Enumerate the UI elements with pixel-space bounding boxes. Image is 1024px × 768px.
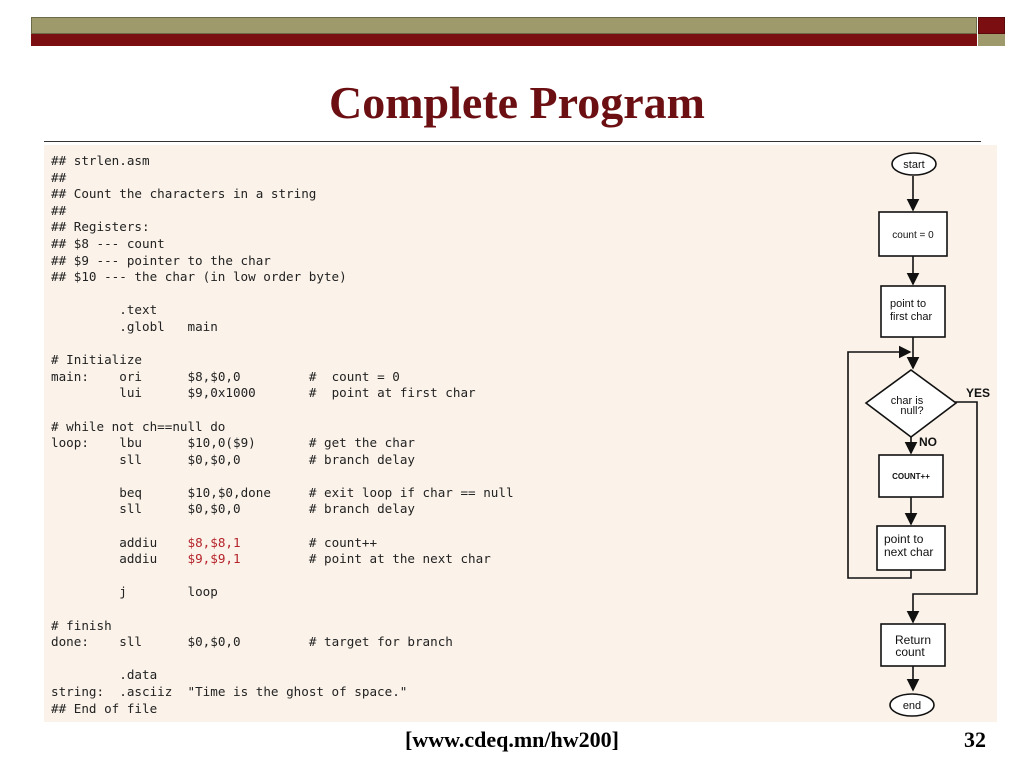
code-col-4: # point at first char (308, 385, 476, 401)
code-col-2: .text (119, 302, 158, 318)
code-col-3: $8,$8,1 (187, 534, 309, 550)
code-col-4: # exit loop if char == null (308, 484, 514, 500)
code-col-1: # while not ch==null do (51, 418, 226, 434)
code-col-3: main (187, 318, 218, 334)
return-label-2: count (895, 645, 925, 659)
end-label: end (902, 700, 922, 712)
point-first-label-2: first char (890, 311, 933, 323)
code-col-3: loop (187, 584, 218, 600)
code-col-4: # get the char (308, 435, 415, 451)
code-col-1: ## $10 --- the char (in low order byte) (51, 269, 347, 285)
code-col-1: ## strlen.asm (51, 153, 150, 168)
code-col-1: ## Registers: (51, 219, 150, 235)
point-first-label-1: point to (890, 298, 927, 310)
code-col-3: "Time is the ghost of space." (187, 684, 408, 699)
code-col-1: ## $8 --- count (51, 235, 165, 251)
code-col-4: # branch delay (308, 501, 415, 517)
code-col-2: beq (119, 484, 188, 500)
code-col-1: done: (51, 634, 120, 650)
code-col-3: $0,$0,0 (187, 501, 309, 517)
code-col-2: lui (119, 385, 188, 401)
code-col-1: main: (51, 368, 120, 384)
code-col-2: sll (119, 501, 188, 517)
return-label-1: Return (894, 633, 932, 647)
code-col-3: $10,0($9) (187, 435, 309, 451)
no-label: NO (919, 435, 937, 449)
code-col-3: $9,$9,1 (187, 551, 309, 567)
code-col-3: $9,0x1000 (187, 385, 309, 401)
point-next-label-1: point to (884, 532, 924, 546)
count-init-label: count = 0 (892, 230, 934, 241)
decision-label-1: char is (890, 395, 924, 407)
code-col-4: # count = 0 (308, 368, 400, 384)
slide-title: Complete Program (329, 77, 705, 128)
code-col-1: string: (51, 684, 120, 699)
code-col-2: .data (119, 667, 158, 683)
code-col-2: .asciiz (119, 684, 188, 699)
start-label: start (903, 159, 925, 171)
code-col-1: ## (51, 169, 67, 185)
point-next-label-2: next char (884, 545, 934, 559)
code-col-4: # branch delay (308, 451, 415, 467)
page-number: 32 (964, 727, 986, 752)
code-col-3: $0,$0,0 (187, 634, 309, 650)
code-col-2: ori (119, 368, 188, 384)
code-col-2: j (119, 584, 188, 600)
code-col-2: addiu (119, 534, 188, 550)
code-col-2: sll (119, 451, 188, 467)
code-col-1: ## $9 --- pointer to the char (51, 252, 271, 268)
code-col-1: # finish (51, 617, 112, 633)
footer-url: [www.cdeq.mn/hw200] (405, 727, 619, 752)
decision-label-2: null? (900, 405, 924, 417)
code-col-1: ## End of file (51, 700, 158, 716)
code-col-3: $8,$0,0 (187, 368, 309, 384)
code-col-2: addiu (119, 551, 188, 567)
code-col-2: lbu (119, 435, 188, 451)
code-col-3: $10,$0,done (187, 484, 309, 500)
code-col-4: # point at the next char (308, 551, 491, 567)
increment-label: COUNT++ (892, 472, 930, 481)
code-col-1: # Initialize (51, 352, 142, 368)
code-col-4: # target for branch (308, 634, 453, 650)
code-col-1: ## Count the characters in a string (51, 186, 317, 202)
code-col-2: .globl (119, 318, 188, 334)
yes-label: YES (966, 386, 991, 400)
code-col-1: loop: (51, 435, 120, 451)
code-col-4: # count++ (308, 534, 378, 550)
code-col-2: sll (119, 634, 188, 650)
code-col-1: ## (51, 202, 67, 218)
code-col-3: $0,$0,0 (187, 451, 309, 467)
